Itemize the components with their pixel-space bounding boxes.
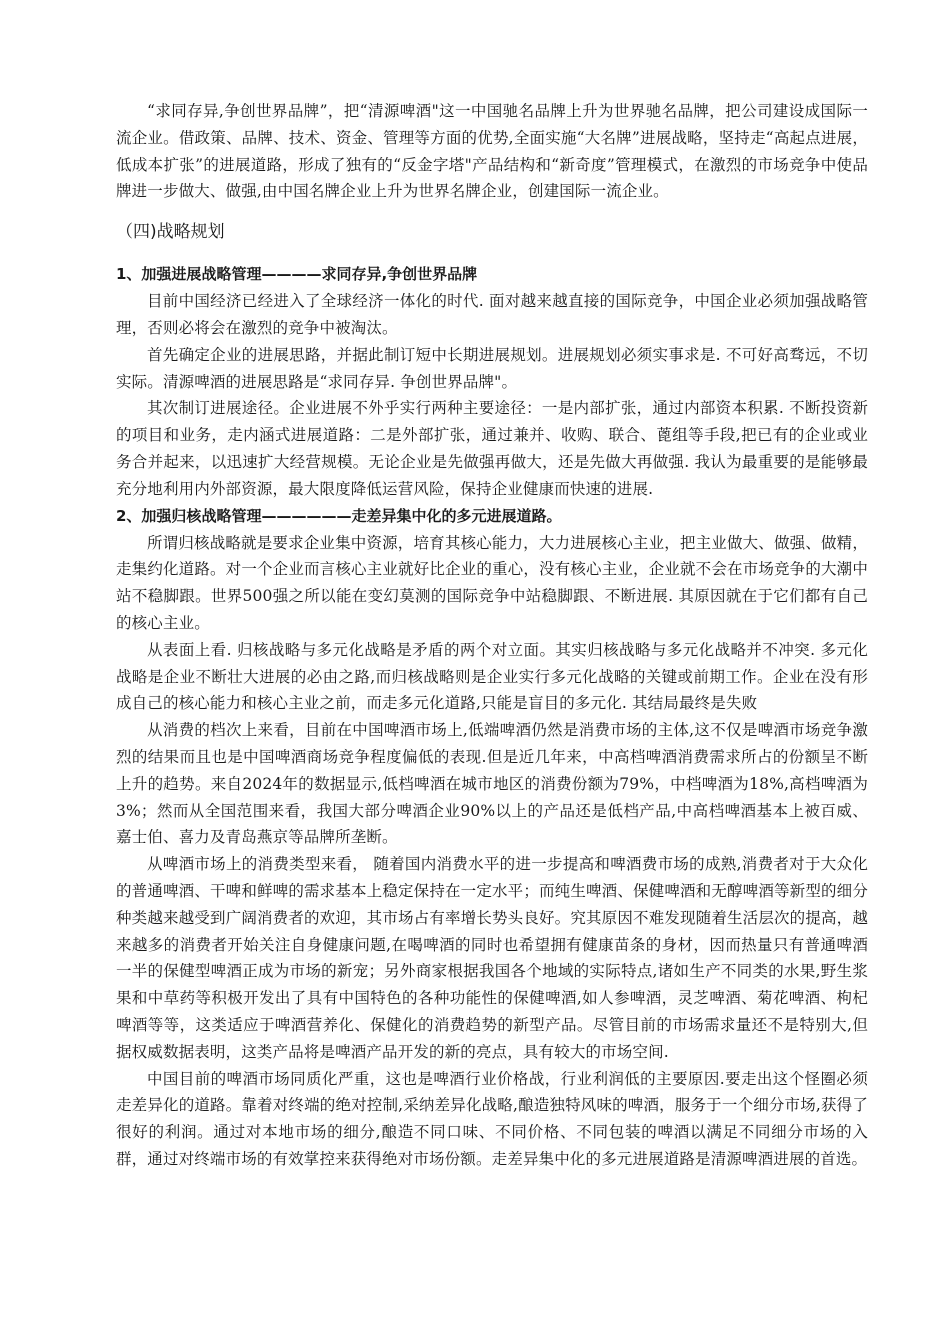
paragraph: 从啤酒市场上的消费类型来看， 随着国内消费水平的进一步提高和啤酒费市场的成熟,消费者对于大众化的普通啤酒、干啤和鲜啤的需求基本上稳定保持在一定水平；而纯生啤酒、保健啤酒和无醇啤酒等新型的细分种类越来越受到广阔消费者的欢迎，其市场占有率增长势头良好。究其原因不难发现随着生活层次的提高，越来越多的消费者开始关注自身健康问题,在喝啤酒的同时也希望拥有健康苗条的身材，因而热量只有普通啤酒一半的保健型啤酒正成为市场的新宠；另外商家根据我国各个地域的实际特点,诸如生产不同类的水果,野生浆果和中草药等积极开发出了具有中国特色的各种功能性的保健啤酒,如人参啤酒，灵芝啤酒、菊花啤酒、枸杞啤酒等等，这类适应于啤酒营养化、保健化的消费趋势的新型产品。尽管目前的市场需求量还不是特别大,但据权威数据表明，这类产品将是啤酒产品开发的新的亮点，具有较大的市场空间. [116,855,868,1061]
paragraph: 从表面上看. 归核战略与多元化战略是矛盾的两个对立面。其实归核战略与多元化战略并不冲突. 多元化战略是企业不断壮大进展的必由之路,而归核战略则是企业实行多元化战略的关键或前期工作。企业在没有形成自己的核心能力和核心主业之前，而走多元化道路,只能是盲目的多元化. 其结局最终是失败 [116,640,868,713]
intro-paragraph: “求同存异,争创世界品牌”，把“清源啤酒"这一中国驰名品牌上升为世界驰名品牌，把公司建设成国际一流企业。借政策、品牌、技术、资金、管理等方面的优势,全面实施“大名牌”进展战略，坚持走“高起点进展，低成本扩张”的进展道路，形成了独有的“反金字塔"产品结构和“新奇度”管理模式，在激烈的市场竞争中使品牌进一步做大、做强,由中国名牌企业上升为世界名牌企业，创建国际一流企业。 [116,102,868,201]
paragraph: 首先确定企业的进展思路，并据此制订短中长期进展规划。进展规划必须实事求是. 不可好高骛远，不切实际。清源啤酒的进展思路是“求同存异. 争创世界品牌"。 [116,345,868,391]
paragraph: 中国目前的啤酒市场同质化严重，这也是啤酒行业价格战，行业利润低的主要原因.要走出这个怪圈必须走差异化的道路。靠着对终端的绝对控制,采纳差异化战略,酿造独特风味的啤酒，服务于一个细分市场,获得了很好的利润。通过对本地市场的细分,酿造不同口味、不同价格、不同包装的啤酒以满足不同细分市场的入群，通过对终端市场的有效掌控来获得绝对市场份额。走差异集中化的多元进展道路是清源啤酒进展的首选。 [116,1069,868,1168]
paragraph: 目前中国经济已经进入了全球经济一体化的时代. 面对越来越直接的国际竞争，中国企业必须加强战略管理，否则必将会在激烈的竞争中被淘汰。 [116,292,868,337]
section-title: （四)战略规划 [116,222,225,243]
heading-strategy-management: 1、加强进展战略管理————求同存异,争创世界品牌 [116,265,478,284]
paragraph: 其次制订进展途径。企业进展不外乎实行两种主要途径：一是内部扩张，通过内部资本积累. 不断投资新的项目和业务，走内涵式进展道路：二是外部扩张，通过兼并、收购、联合、蓖组等手段,把已有的企业或业务合并起来，以迅速扩大经营规模。无论企业是先做强再做大，还是先做大再做强. 我认为最重要的是能够最充分地利用内外部资源，最大限度降低运营风险，保持企业健康而快速的进展. [116,399,868,498]
paragraph: 所谓归核战略就是要求企业集中资源，培育其核心能力，大力进展核心主业，把主业做大、做强、做精，走集约化道路。对一个企业而言核心主业就好比企业的重心，没有核心主业，企业就不会在市场竞争的大潮中站不稳脚跟。世界500强之所以能在变幻莫测的国际竞争中站稳脚跟、不断进展. 其原因就在于它们都有自己的核心主业。 [116,533,868,632]
paragraph: 从消费的档次上来看，目前在中国啤酒市场上,低端啤酒仍然是消费市场的主体,这不仅是啤酒市场竞争激烈的结果而且也是中国啤酒商场竞争程度偏低的表现.但是近几年来，中高档啤酒消费需求所占的份额呈不断上升的趋势。来自2024年的数据显示,低档啤酒在城市地区的消费份额为79%，中档啤酒为18%,高档啤酒为3%；然而从全国范围来看，我国大部分啤酒企业90%以上的产品还是低档产品,中高档啤酒基本上被百威、嘉士伯、喜力及青岛燕京等品牌所垄断。 [116,721,868,847]
document-page [116,98,868,1173]
heading-core-strategy: 2、加强归核战略管理——————走差异集中化的多元进展道路。 [116,506,562,525]
